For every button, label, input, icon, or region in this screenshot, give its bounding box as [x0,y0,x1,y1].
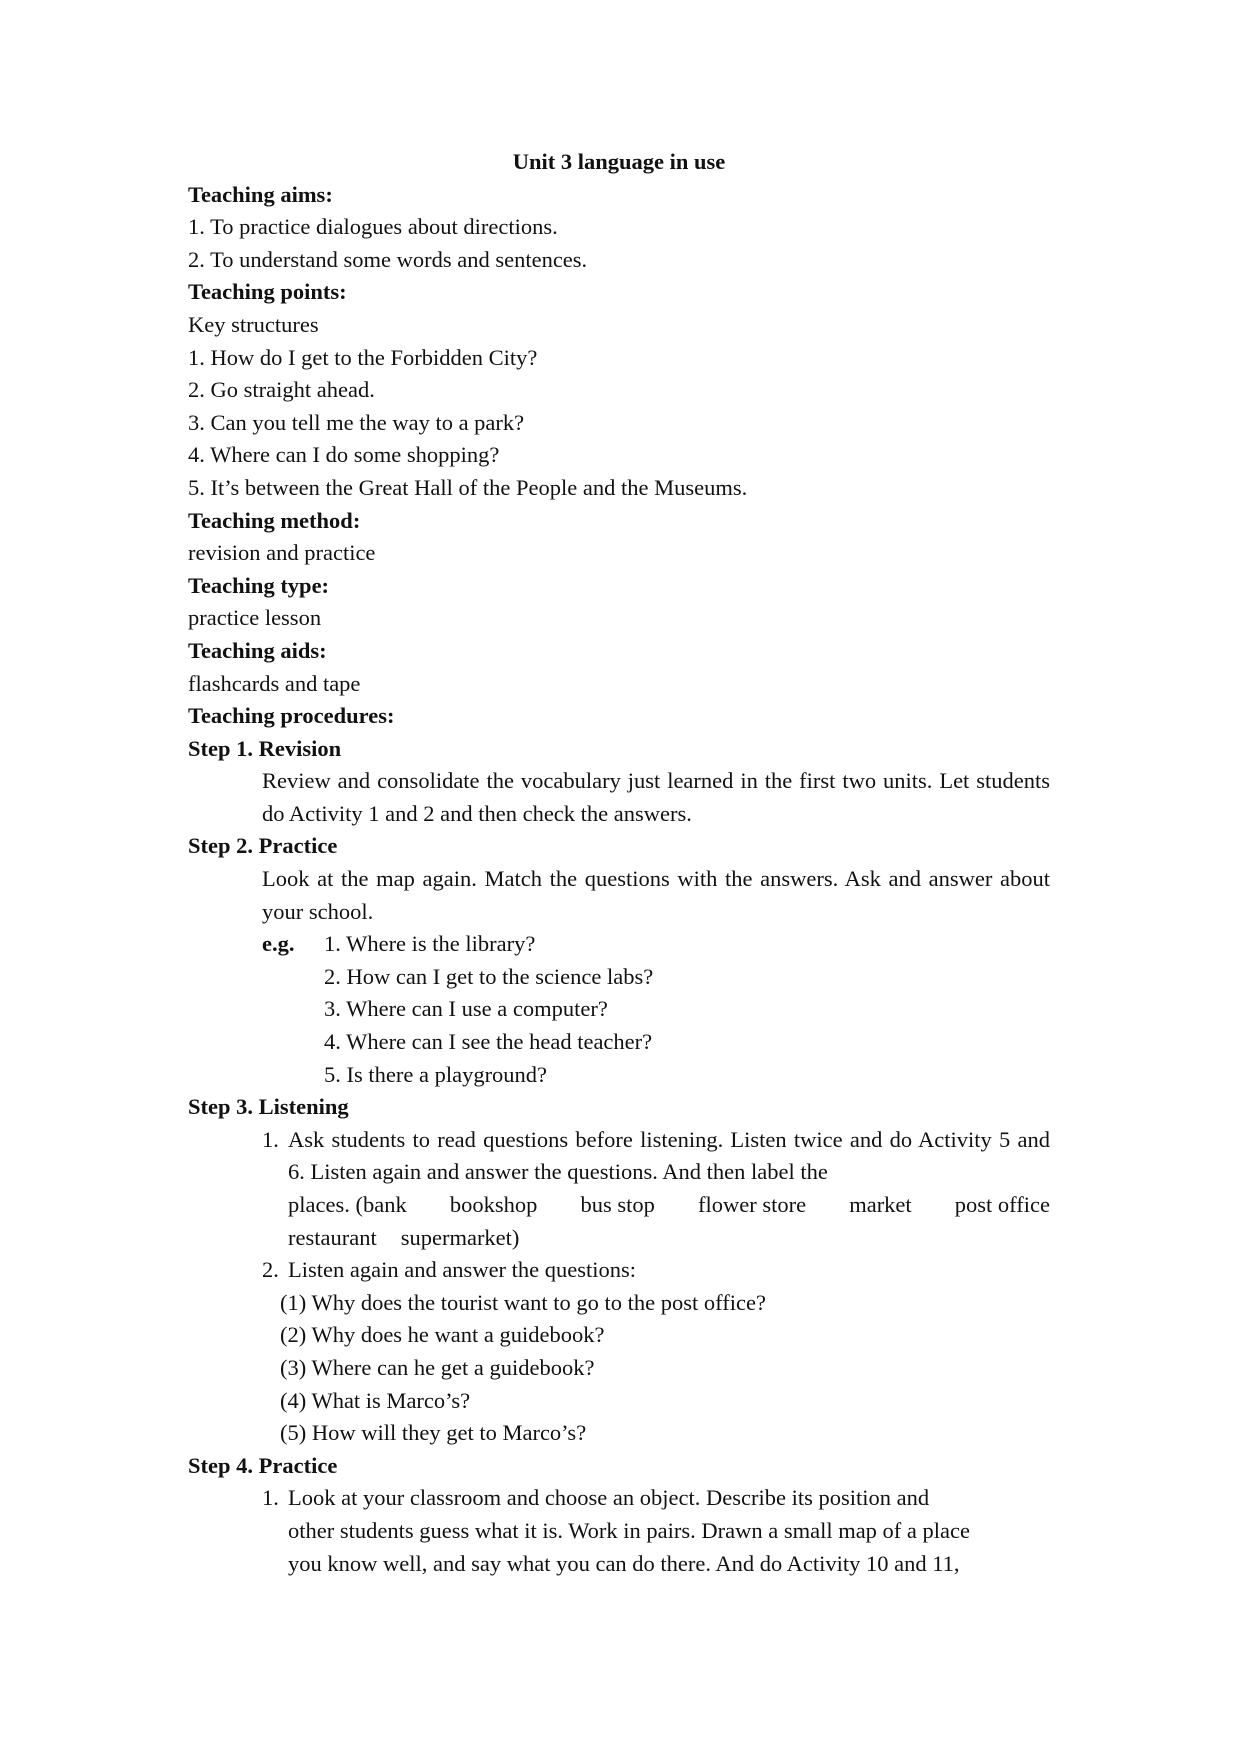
document-title: Unit 3 language in use [512,149,726,174]
teaching-type-value: practice lesson [188,605,322,631]
step4-item1-line: other students guess what it is. Work in pairs. Drawn a small map of a place [288,1517,970,1543]
step2-text: Look at the map again. Match the questions with the answers. Ask and answer about your school. [262,866,1050,924]
step4-item-1 [262,1482,1050,1580]
step3-item-2 [262,1254,1050,1287]
example-list [324,928,1050,1091]
key-structures-label: Key structures [188,311,319,337]
step3-item-1 [262,1124,1050,1254]
teaching-aids-heading: Teaching aids: [188,637,327,663]
teaching-aids-value: flashcards and tape [188,670,361,696]
place-word: supermarket) [400,1224,520,1250]
item-number: 1. [262,1126,279,1152]
listening-question: (2) Why does he want a guidebook? [280,1322,605,1348]
place-word: restaurant [288,1224,377,1250]
key-structure-item: 3. Can you tell me the way to a park? [188,409,525,435]
example-item: 5. Is there a playground? [324,1061,548,1087]
step4-item1-line: you know well, and say what you can do there. And do Activity 10 and 11, [288,1550,960,1576]
step4-item1-line: Look at your classroom and choose an object. Describe its position and [288,1485,930,1511]
place-word: post office [954,1192,1050,1217]
listening-question: (3) Where can he get a guidebook? [280,1354,595,1380]
place-word: bus stop [580,1192,655,1217]
place-word: market [849,1192,912,1217]
teaching-aims-heading: Teaching aims: [188,181,333,207]
step3-item2-text: Listen again and answer the questions: [288,1257,637,1283]
example-item: 3. Where can I use a computer? [324,996,608,1022]
example-block [262,928,1050,1091]
teaching-aim-item: 1. To practice dialogues about directions. [188,214,558,240]
document-page [188,146,1050,1580]
teaching-points-heading: Teaching points: [188,279,347,305]
key-structure-item: 5. It’s between the Great Hall of the People and the Museums. [188,474,748,500]
teaching-type-heading: Teaching type: [188,572,330,598]
places-line [288,1222,1050,1255]
step4-heading: Step 4. Practice [188,1452,338,1478]
place-word: flower store [697,1192,807,1217]
listening-question: (1) Why does the tourist want to go to the post office? [280,1289,766,1315]
key-structure-item: 4. Where can I do some shopping? [188,442,500,468]
teaching-aim-item: 2. To understand some words and sentences. [188,246,588,272]
key-structure-item: 2. Go straight ahead. [188,377,375,403]
step3-item1-text: Ask students to read questions before listening. Listen twice and do Activity 5 and 6. Listen again and answer the questions. And then label the [288,1126,1050,1185]
example-item: 4. Where can I see the head teacher? [324,1029,653,1055]
item-number: 2. [262,1257,279,1283]
teaching-method-value: revision and practice [188,540,376,566]
key-structure-item: 1. How do I get to the Forbidden City? [188,344,538,370]
item-number: 1. [262,1485,279,1511]
step1-heading: Step 1. Revision [188,735,342,761]
teaching-method-heading: Teaching method: [188,507,361,533]
example-item: 1. Where is the library? [324,931,536,957]
listening-question: (4) What is Marco’s? [280,1387,471,1413]
step3-heading: Step 3. Listening [188,1094,349,1120]
example-item: 2. How can I get to the science labs? [324,963,654,989]
place-word: bookshop [449,1192,538,1217]
step1-text: Review and consolidate the vocabulary just learned in the first two units. Let students do Activity 1 and 2 and then check the answers. [262,768,1050,826]
places-line [288,1189,1050,1222]
step2-heading: Step 2. Practice [188,833,338,859]
item-body [288,1482,1050,1580]
place-word: places. (bank [288,1192,407,1217]
teaching-procedures-heading: Teaching procedures: [188,703,395,729]
example-label: e.g. [262,931,295,957]
item-body [288,1124,1050,1254]
listening-question: (5) How will they get to Marco’s? [280,1420,587,1446]
